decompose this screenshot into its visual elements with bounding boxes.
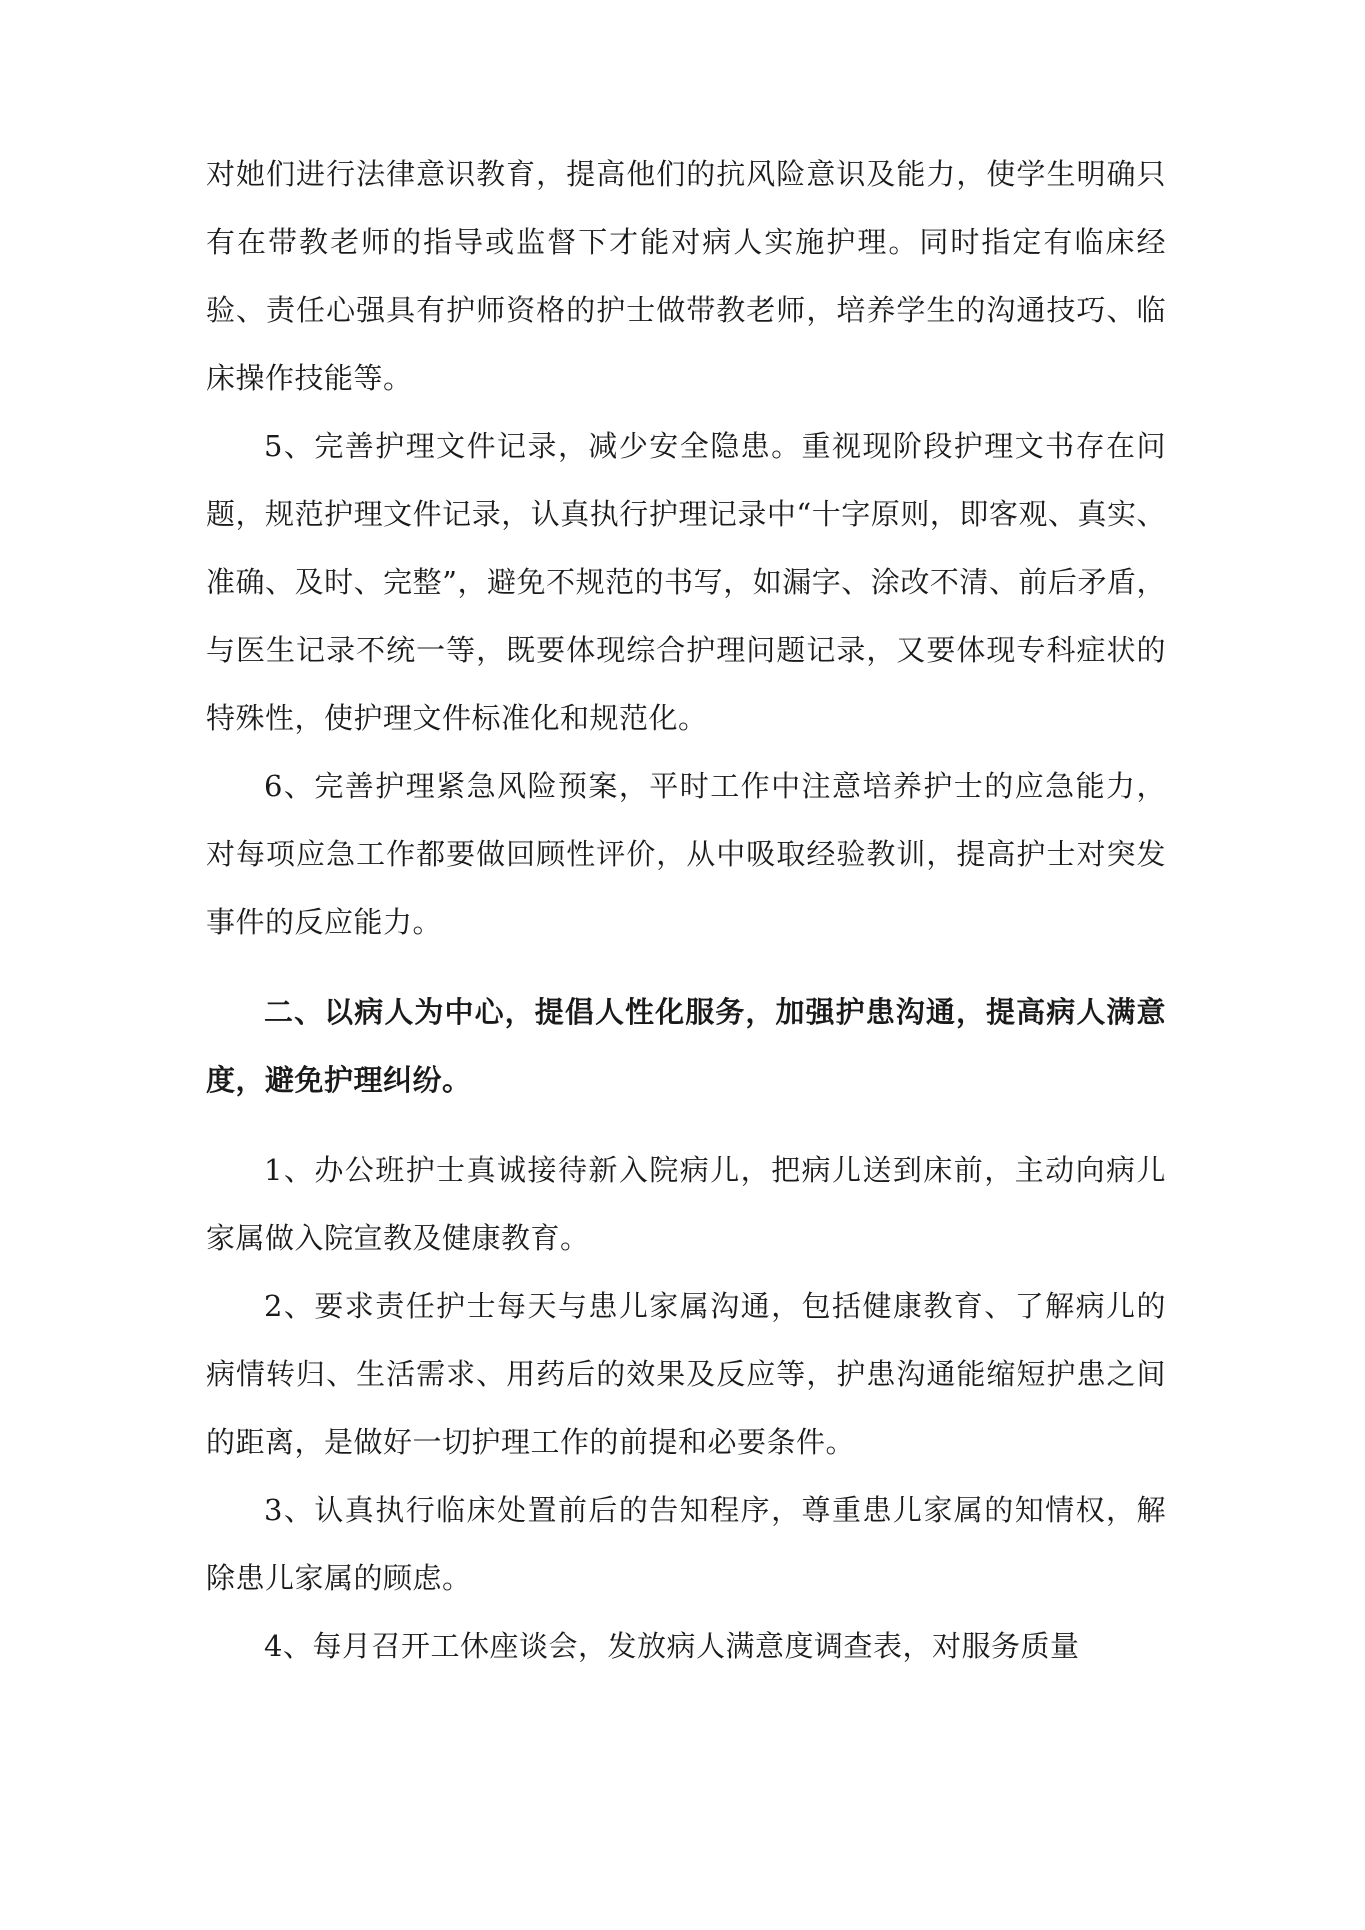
paragraph-item-6: 6、完善护理紧急风险预案，平时工作中注意培养护士的应急能力，对每项应急工作都要做回顾性评价，从中吸取经验教训，提高护士对突发事件的反应能力。 [206,769,1166,939]
paragraph-item-5: 5、完善护理文件记录，减少安全隐患。重视现阶段护理文书存在问题，规范护理文件记录，认真执行护理记录中“十字原则，即客观、真实、准确、及时、完整”，避免不规范的书写，如漏字、涂改不清、前后矛盾，与医生记录不统一等，既要体现综合护理问题记录，又要体现专科症状的特殊性，使护理文件标准化和规范化。 [206,429,1166,735]
section-heading-2: 二、以病人为中心，提倡人性化服务，加强护患沟通，提高病人满意度，避免护理纠纷。 [206,995,1166,1097]
paragraph-sub-item-3: 3、认真执行临床处置前后的告知程序，尊重患儿家属的知情权，解除患儿家属的顾虑。 [206,1493,1166,1595]
document-body [206,140,1166,1680]
paragraph-sub-item-1: 1、办公班护士真诚接待新入院病儿，把病儿送到床前，主动向病儿家属做入院宣教及健康教育。 [206,1153,1166,1255]
paragraph-continuation: 对她们进行法律意识教育，提高他们的抗风险意识及能力，使学生明确只有在带教老师的指导或监督下才能对病人实施护理。同时指定有临床经验、责任心强具有护师资格的护士做带教老师，培养学生的沟通技巧、临床操作技能等。 [206,157,1166,395]
paragraph-sub-item-2: 2、要求责任护士每天与患儿家属沟通，包括健康教育、了解病儿的病情转归、生活需求、用药后的效果及反应等，护患沟通能缩短护患之间的距离，是做好一切护理工作的前提和必要条件。 [206,1289,1166,1459]
paragraph-sub-item-4: 4、每月召开工休座谈会，发放病人满意度调查表，对服务质量 [264,1629,1080,1663]
